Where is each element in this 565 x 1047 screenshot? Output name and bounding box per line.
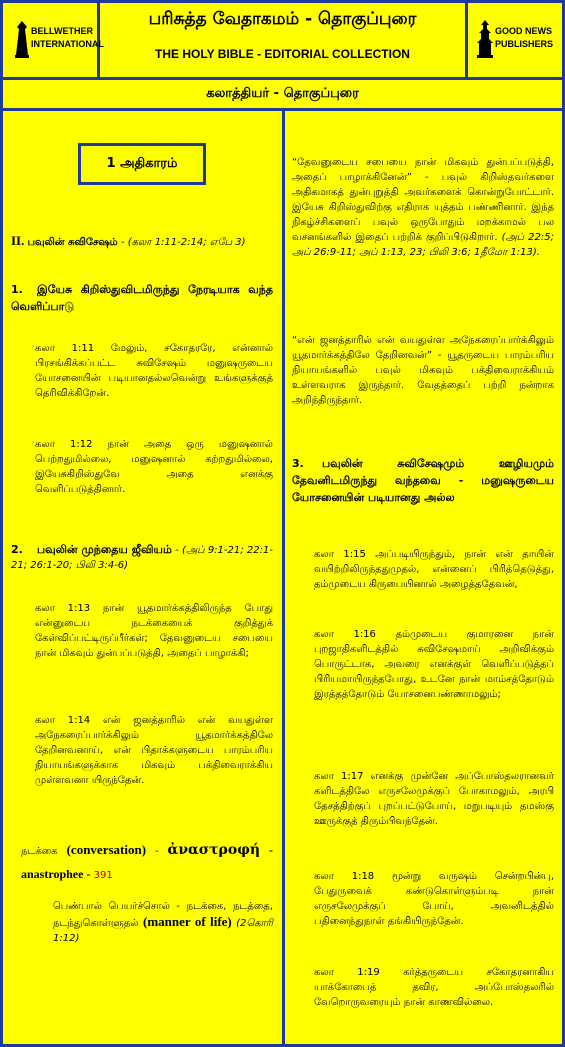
chapter-box bbox=[78, 143, 206, 185]
subsection-2-ref: - (அப் 9:1-21; 22:1-21; 26:1-20; பிலி 3:4-6) bbox=[11, 545, 274, 571]
column-divider bbox=[282, 111, 285, 1047]
title-tamil: பரிசுத்த வேதாகமம் - தொகுப்புரை bbox=[148, 9, 417, 29]
note-english: (conversation) bbox=[66, 842, 147, 857]
note-greek: ἀναστροφή bbox=[167, 842, 261, 858]
bellwether-logo bbox=[3, 3, 104, 77]
note-dash: - bbox=[154, 846, 159, 857]
subsection-3-number: 3. bbox=[292, 457, 304, 470]
section-2-ref: - (கலா 1:11-2:14; எபே 3) bbox=[120, 237, 246, 248]
subtitle: கலாத்தியர் - தொகுப்புரை bbox=[206, 86, 359, 101]
subsection-2-number: 2. bbox=[11, 543, 23, 556]
commentary-1-text: “தேவனுடைய சபையை நான் மிகவும் துன்பப்படுத்தி, அதைப் பாழாக்கினேன்” - பவுல் கிறிஸ்தவர்களை அதிகமாகத் துன்புறுத்தி அவர்களைக் கொன்றுபோட்டார். இயேசு கிறிஸ்துவிற்கு எதிராக யுத்தம் பண்ணினார். இந்த நிகழ்ச்சிகளைப் பவுல் ஒருபோதும் மறக்காமல் பல வசனங்களில் இதைப் பற்றிக் குறிப்பிடுகிறார். bbox=[292, 157, 554, 243]
verse-1-19: கலா 1:19 கர்த்தருடைய சகோதரனாகிய யாக்கோபைத் தவிர, அப்போஸ்தலரில் வேறொருவரையும் நான் காணவில்லை. bbox=[314, 967, 554, 1008]
logo-left-line1: BELLWETHER bbox=[31, 26, 93, 36]
header-title bbox=[100, 3, 465, 77]
subsection-1-title: இயேசு கிறிஸ்துவிடமிருந்து நேரடியாக வந்த வெளிப்பாடு bbox=[11, 283, 273, 313]
section-2-number: II. bbox=[11, 233, 25, 248]
definition-ref: (2கொரி 1:12) bbox=[53, 918, 274, 944]
logo-right-line1: GOOD NEWS bbox=[495, 26, 553, 36]
verse-1-17: கலா 1:17 எனக்கு முன்னே அப்போஸ்தலரானவர் களிடத்திலே எருசலேமுக்குப் போகாமலும், அரபி தேசத்திற்குப் புறப்பட்டுபோய், மறுபடியும் தமஸ்கு ஊருக்குத் திரும்பிவந்தேன். bbox=[314, 771, 554, 827]
verse-1-12: கலா 1:12 நான் அதை ஒரு மனுஷனால் பெற்றதுமில்லை, மனுஷனால் கற்றதுமில்லை, இயேசுகிறிஸ்துவே அதை எனக்கு வெளிப்படுத்தினார். bbox=[35, 439, 273, 495]
verse-1-15: கலா 1:15 அப்படியிருந்தும், நான் என் தாயின் வயிற்றிலிருந்ததுமுதல், என்னைப் பிரித்தெடுத்து, தம்முடைய கிருபையினால் அழைத்ததேவன், bbox=[314, 549, 554, 590]
subsection-2-heading bbox=[11, 541, 273, 573]
definition-english: (manner of life) bbox=[142, 914, 232, 929]
word-definition bbox=[53, 899, 273, 946]
left-column bbox=[11, 111, 275, 1041]
subsection-3-title: பவுலின் சுவிசேஷமும் ஊழியமும் தேவனிடமிருந்து வந்தவை - மனுஷருடைய யோசனையின் படியானது அல்ல bbox=[292, 457, 554, 504]
temple-icon bbox=[476, 19, 494, 59]
good-news-logo bbox=[465, 3, 562, 77]
word-note bbox=[21, 839, 273, 887]
commentary-1-ref: (அப் 22:5; அப் 26:9-11; அப் 1:13, 23; பிலி 3:6; 1தீமோ 1:13). bbox=[292, 232, 554, 258]
bellwether-icon bbox=[13, 19, 31, 59]
section-2-heading bbox=[11, 233, 273, 250]
logo-left-line2: INTERNATIONAL bbox=[31, 39, 104, 49]
subsection-3-heading bbox=[292, 455, 554, 506]
commentary-2: “என் ஜனத்தாரில் என் வயதுள்ள அநேகரைப்பார்க்கிலும் யூதமார்க்கத்திலே தேறினவன்” - யூதருடைய பாரம்பரிய நியாயங்களில் பவுல் மிகவும் பக்திவைராக்கியம் உள்ளவராக இருந்தார். வேதத்தைப் பற்றி நன்றாக அறிந்திருந்தார். bbox=[292, 335, 554, 406]
subtitle-bar bbox=[3, 80, 562, 111]
section-2-title: பவுலின் சுவிசேஷம் bbox=[27, 237, 118, 248]
note-number: 391 bbox=[93, 870, 113, 881]
title-english: THE HOLY BIBLE - EDITORIAL COLLECTION bbox=[155, 47, 410, 61]
verse-1-18: கலா 1:18 மூன்று வருஷம் சென்றபின்பு, பேதுருவைக் கண்டுகொள்ளும்படி நான் எருசலேமுக்குப் போய், அவனிடத்தில் பதினைந்துநாள் தங்கியிருந்தேன். bbox=[314, 871, 554, 927]
verse-1-16: கலா 1:16 தம்முடைய குமாரனை நான் புறஜாதிகளிடத்தில் சுவிசேஷமாய் அறிவிக்கும் பொருட்டாக, அவரை எனக்குள் வெளிப்படுத்தப் பிரியமாயிருந்தபோது, உடனே நான் மாம்சத்தோடும் இரத்தத்தோடும் யோசனைபண்ணாமலும்; bbox=[314, 629, 554, 700]
header bbox=[3, 3, 562, 80]
chapter-label: 1 அதிகாரம் bbox=[106, 156, 178, 171]
note-transliteration: - anastrophee - bbox=[21, 843, 273, 881]
subsection-2-title: பவுலின் முந்தைய ஜீவியம் bbox=[37, 543, 172, 556]
right-column bbox=[292, 111, 554, 1041]
definition-text: பெண்பால் பெயர்ச்சொல் - நடக்கை, நடத்தை, நடந்துகொள்ளுதல் bbox=[53, 901, 273, 929]
commentary-1 bbox=[292, 155, 554, 260]
verse-1-14: கலா 1:14 என் ஜனத்தாரில் என் வயதுள்ள அநேகரைப்பார்க்கிலும் யூதமார்க்கத்திலே தேறினவனாய், என் பிதாக்களுடைய பாரம்பரிய நியாயங்களுக்காக மிகவும் பக்திவைராக்கிய முள்ளவனா யிருந்தேன். bbox=[35, 715, 273, 786]
note-word: நடக்கை bbox=[21, 846, 58, 857]
verse-1-11: கலா 1:11 மேலும், சகோதரரே, என்னால் பிரசங்கிக்கப்பட்ட சுவிசேஷம் மனுஷருடைய யோசனையின் படியானதல்லவென்று உங்களுக்குத் தெரிவிக்கிறேன். bbox=[35, 343, 273, 399]
subsection-1-heading bbox=[11, 281, 273, 315]
verse-1-13: கலா 1:13 நான் யூதமார்க்கத்திலிருந்த போது என்னுடைய நடக்கையைக் குறித்துக் கேள்விப்பட்டிருப்பீர்கள்; தேவனுடைய சபையை நான் மிகவும் துன்பப்படுத்தி, அதைப் பாழாக்கி; bbox=[35, 603, 273, 659]
subsection-1-number: 1. bbox=[11, 283, 23, 296]
logo-right-line2: PUBLISHERS bbox=[495, 39, 554, 49]
